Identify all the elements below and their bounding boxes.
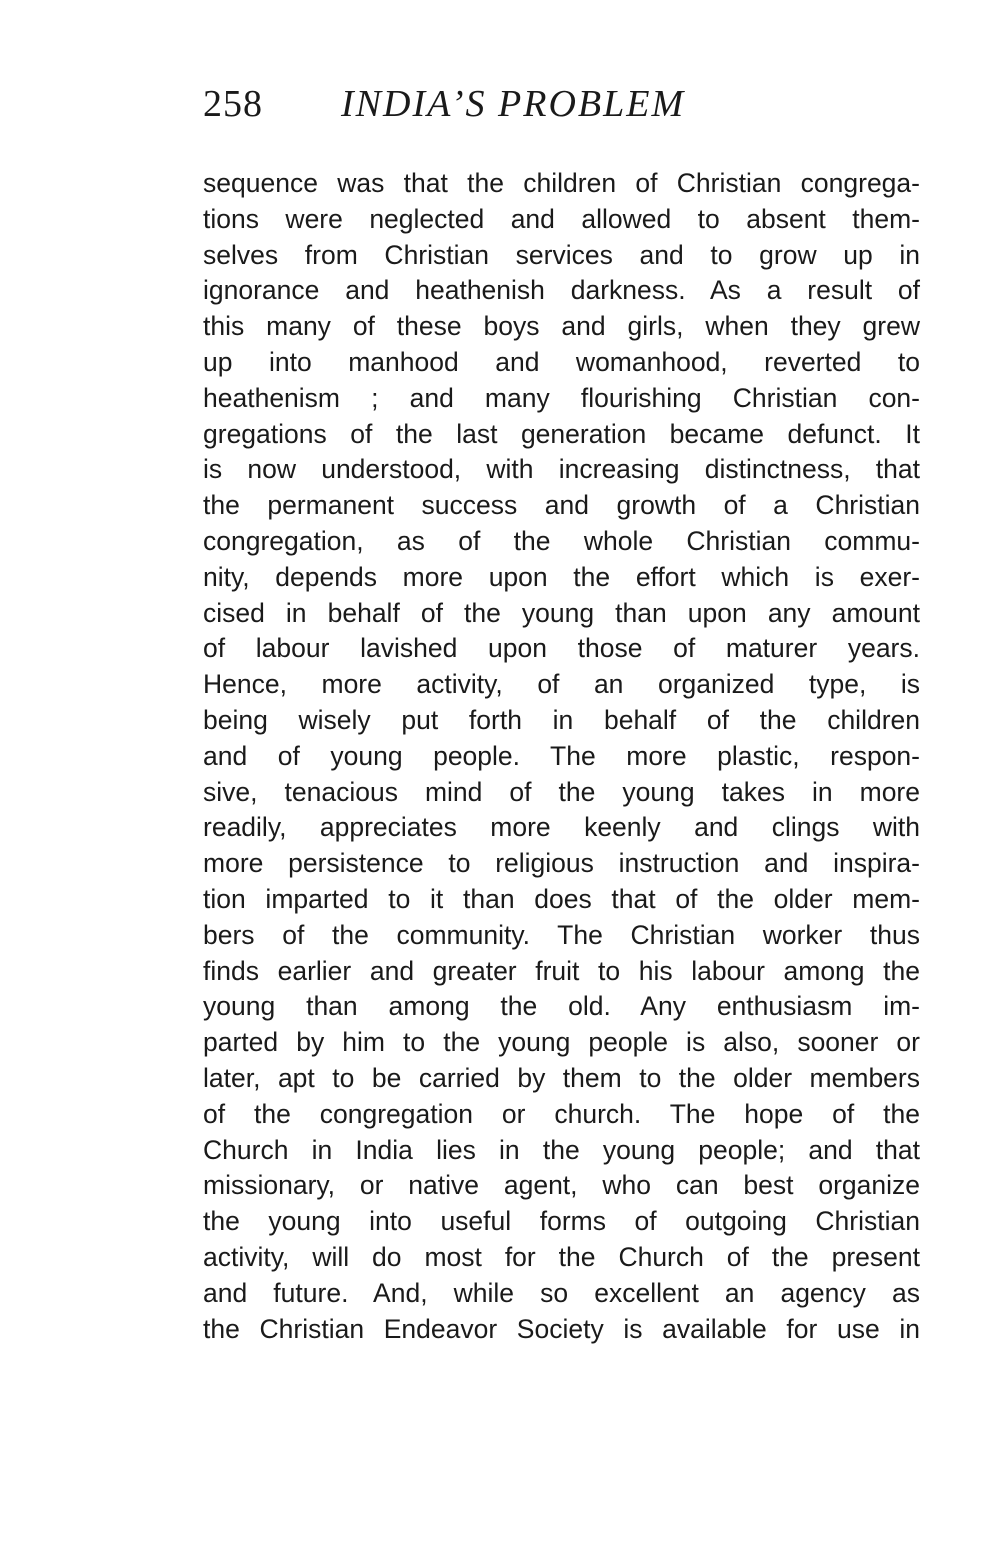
text-line: the Christian Endeavor Society is available for use in	[203, 1313, 920, 1344]
text-line: selves from Christian services and to grow up in	[203, 239, 920, 270]
text-line: gregations of the last generation became defunct. It	[203, 418, 920, 449]
text-line: activity, will do most for the Church of the present	[203, 1241, 920, 1272]
text-line: being wisely put forth in behalf of the children	[203, 704, 920, 735]
text-line: more persistence to religious instruction and inspira-	[203, 848, 920, 879]
text-line: the permanent success and growth of a Christian	[203, 490, 920, 521]
running-head	[203, 82, 923, 132]
text-line: up into manhood and womanhood, reverted to	[203, 346, 920, 377]
text-line: tion imparted to it than does that of the older mem-	[203, 883, 920, 914]
page-number: 258	[203, 83, 263, 125]
text-line: congregation, as of the whole Christian commu-	[203, 525, 920, 556]
text-line: nity, depends more upon the effort which is exer-	[203, 561, 920, 592]
text-line: heathenism ; and many flourishing Christian con-	[203, 382, 920, 413]
text-line: the young into useful forms of outgoing Christian	[203, 1206, 920, 1237]
text-line: ignorance and heathenish darkness. As a result of	[203, 275, 920, 306]
text-line: and future. And, while so excellent an agency as	[203, 1277, 920, 1308]
text-line: bers of the community. The Christian worker thus	[203, 919, 920, 950]
text-line: later, apt to be carried by them to the older members	[203, 1062, 920, 1093]
text-line: and of young people. The more plastic, respon-	[203, 740, 920, 771]
text-line: parted by him to the young people is also, sooner or	[203, 1027, 920, 1058]
text-line: this many of these boys and girls, when they grew	[203, 311, 920, 342]
text-line: missionary, or native agent, who can best organize	[203, 1170, 920, 1201]
text-line: of labour lavished upon those of maturer years.	[203, 633, 920, 664]
text-line: Church in India lies in the young people; and that	[203, 1134, 920, 1165]
text-line: Hence, more activity, of an organized type, is	[203, 669, 920, 700]
text-line: of the congregation or church. The hope of the	[203, 1098, 920, 1129]
text-line: readily, appreciates more keenly and clings with	[203, 812, 920, 843]
running-title: INDIA’S PROBLEM	[341, 83, 686, 125]
text-line: sequence was that the children of Christian congrega-	[203, 168, 920, 198]
text-line: young than among the old. Any enthusiasm im-	[203, 991, 920, 1022]
text-line: cised in behalf of the young than upon any amount	[203, 597, 920, 628]
text-line: finds earlier and greater fruit to his labour among the	[203, 955, 920, 986]
text-line: is now understood, with increasing distinctness, that	[203, 454, 920, 485]
body-text	[203, 166, 920, 1347]
text-line: tions were neglected and allowed to absent them-	[203, 203, 920, 234]
text-line: sive, tenacious mind of the young takes in more	[203, 776, 920, 807]
